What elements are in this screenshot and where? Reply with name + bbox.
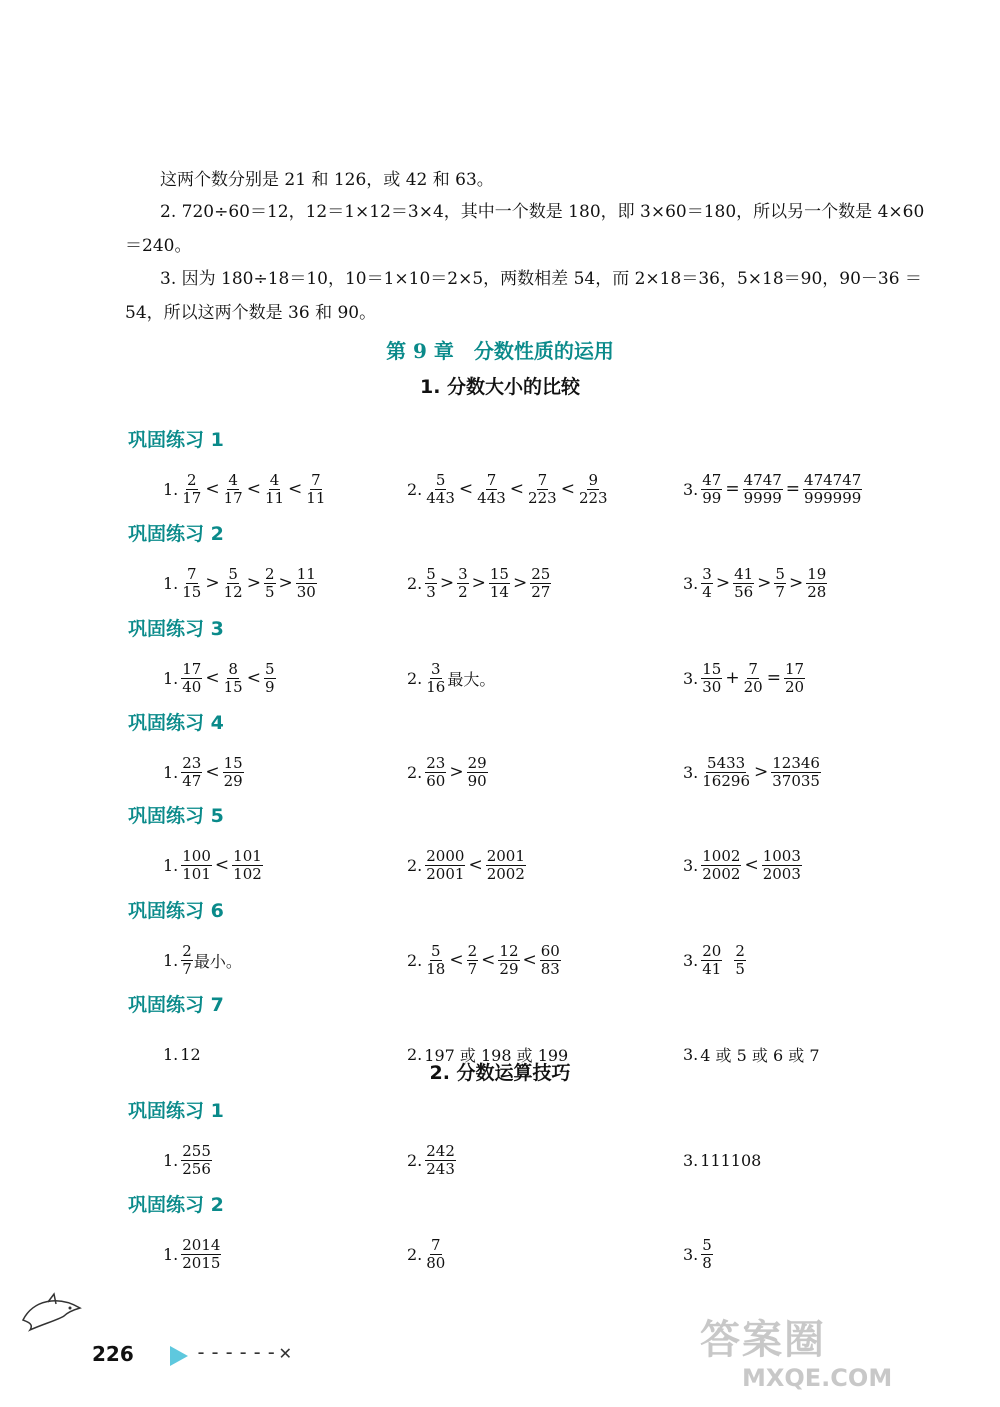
- paragraph-2-text: 2. 720÷60＝12，12＝1×12＝3×4，其中一个数是 180，即 3×60＝180，所以另一个数是 4×60＝240。: [125, 202, 925, 256]
- numerator: 5: [228, 564, 238, 583]
- fraction: [476, 472, 507, 507]
- denominator: 102: [233, 864, 262, 883]
- answer-item: [407, 1232, 447, 1276]
- operator: =: [766, 668, 781, 688]
- answer-label: 2.: [407, 573, 423, 593]
- answer-label: 2.: [407, 1044, 423, 1064]
- answer-label: 3.: [683, 479, 699, 499]
- answer-item: [683, 938, 747, 982]
- section-title: 1. 分数大小的比较: [419, 376, 581, 398]
- answer-label: 3.: [683, 1244, 699, 1264]
- fraction: [774, 566, 786, 601]
- denominator: 30: [702, 677, 722, 696]
- denominator: 443: [426, 488, 455, 507]
- operator: <: [468, 855, 483, 875]
- answer-item: [683, 561, 828, 605]
- operator: >: [278, 573, 293, 593]
- operator: <: [522, 950, 537, 970]
- operator: <: [744, 855, 759, 875]
- paragraph-1: 这两个数分别是 21 和 126，或 42 和 63。: [160, 170, 494, 190]
- fraction: [181, 848, 212, 883]
- fraction: [181, 661, 202, 696]
- numerator: 101: [233, 846, 262, 865]
- answer-label: 3.: [683, 573, 699, 593]
- exercise-heading: 巩固练习 7: [128, 994, 224, 1016]
- denominator: 16296: [702, 771, 750, 790]
- dolphin-logo: [18, 1290, 88, 1344]
- numerator: 7: [537, 470, 548, 489]
- operator: =: [785, 479, 801, 499]
- answer-label: 2.: [407, 1244, 423, 1264]
- operator: >: [788, 573, 804, 593]
- denominator: 11: [306, 488, 326, 507]
- answer-item: [163, 938, 242, 982]
- numerator: 7: [311, 470, 321, 489]
- operator: <: [560, 479, 575, 499]
- numerator: 7: [187, 564, 197, 583]
- numerator: 60: [540, 941, 560, 960]
- answer-item: [163, 1232, 222, 1276]
- fraction: [771, 755, 821, 790]
- answer-row: [0, 750, 1000, 794]
- answer-item: [683, 1138, 761, 1182]
- fraction: [425, 1237, 446, 1272]
- answer-label: 1.: [163, 668, 179, 688]
- denominator: 41: [702, 959, 722, 978]
- denominator: 2015: [182, 1253, 221, 1272]
- denominator: 30: [296, 582, 316, 601]
- answer-item: [163, 843, 264, 887]
- denominator: 223: [578, 488, 608, 507]
- denominator: 80: [426, 1253, 446, 1272]
- answer-item: [163, 467, 327, 511]
- answer-item: [683, 843, 803, 887]
- answer-label: 3.: [683, 1044, 699, 1064]
- numerator: 2: [182, 941, 192, 960]
- numerator: 5: [426, 564, 436, 583]
- fraction: [232, 848, 263, 883]
- answer-item: [407, 750, 489, 794]
- numerator: 255: [182, 1141, 211, 1160]
- operator: >: [449, 762, 464, 782]
- denominator: 60: [426, 771, 446, 790]
- operator: <: [288, 479, 303, 499]
- answer-label: 2.: [407, 668, 423, 688]
- fraction: [425, 472, 456, 507]
- numerator: 2001: [486, 846, 525, 865]
- section-title: 2. 分数运算技巧: [429, 1062, 571, 1084]
- denominator: 999999: [804, 488, 862, 507]
- operator: +: [725, 668, 740, 688]
- denominator: 20: [784, 677, 805, 696]
- numerator: 3: [458, 564, 468, 583]
- fraction: [701, 566, 713, 601]
- denominator: 2001: [426, 864, 465, 883]
- numerator: 4: [228, 470, 238, 489]
- answer-label: 2.: [407, 855, 423, 875]
- answer-row: [0, 467, 1000, 511]
- answer-label: 1.: [163, 1244, 179, 1264]
- fraction: [701, 1237, 713, 1272]
- answer-item: [163, 1138, 213, 1182]
- fraction: [181, 1143, 212, 1178]
- denominator: 14: [489, 582, 509, 601]
- answer-text: 12: [180, 1044, 201, 1064]
- operator: <: [509, 479, 525, 499]
- fraction: [425, 1143, 456, 1178]
- numerator: 25: [531, 564, 551, 583]
- operator: >: [205, 573, 220, 593]
- paragraph-3: [125, 262, 930, 330]
- answer-label: 3.: [683, 855, 699, 875]
- answer-label: 2.: [407, 950, 423, 970]
- numerator: 23: [426, 753, 446, 772]
- denominator: 90: [467, 771, 487, 790]
- fraction: [296, 566, 317, 601]
- denominator: 27: [531, 582, 551, 601]
- operator: <: [481, 950, 496, 970]
- numerator: 15: [223, 753, 243, 772]
- answer-item: [163, 561, 318, 605]
- paragraph-2: [125, 195, 930, 263]
- operator: <: [449, 950, 464, 970]
- numerator: 20: [702, 941, 722, 960]
- chapter-title: 第 9 章 分数性质的运用: [386, 339, 614, 363]
- numerator: 100: [182, 846, 211, 865]
- numerator: 2: [467, 941, 478, 960]
- denominator: 8: [702, 1253, 712, 1272]
- answer-item: [407, 656, 495, 700]
- answer-row: [0, 843, 1000, 887]
- denominator: 12: [223, 582, 243, 601]
- denominator: 443: [477, 488, 506, 507]
- numerator: 474747: [804, 470, 862, 489]
- fraction: [701, 943, 722, 978]
- fraction: [425, 755, 446, 790]
- answer-label: 1.: [163, 479, 179, 499]
- numerator: 3: [702, 564, 712, 583]
- numerator: 5433: [707, 753, 746, 772]
- footer-dashes: ------✕: [195, 1340, 294, 1364]
- answer-text: 4 或 5 或 6 或 7: [700, 1045, 820, 1065]
- numerator: 5: [702, 1235, 712, 1254]
- operator: =: [725, 479, 740, 499]
- fraction: [743, 661, 764, 696]
- operator: >: [512, 573, 528, 593]
- watermark-logo: 答案圈: [700, 1317, 826, 1363]
- denominator: 7: [775, 582, 785, 601]
- answer-label: 1.: [163, 762, 179, 782]
- answer-item: [407, 843, 527, 887]
- denominator: 243: [426, 1159, 455, 1178]
- answer-row: [0, 938, 1000, 982]
- answer-label: 1.: [163, 1150, 179, 1170]
- operator: >: [439, 573, 455, 593]
- numerator: 17: [182, 659, 202, 678]
- denominator: 2002: [702, 864, 741, 883]
- numerator: 5: [435, 470, 446, 489]
- denominator: 56: [734, 582, 754, 601]
- answer-row: [0, 1138, 1000, 1182]
- fraction: [181, 472, 202, 507]
- denominator: 256: [182, 1159, 211, 1178]
- numerator: 242: [426, 1141, 455, 1160]
- denominator: 37035: [772, 771, 820, 790]
- answer-label: 2.: [407, 1150, 423, 1170]
- answer-label: 1.: [163, 855, 179, 875]
- numerator: 12: [499, 941, 519, 960]
- answer-label: 1.: [163, 573, 179, 593]
- numerator: 3: [431, 659, 441, 678]
- operator: <: [458, 479, 474, 499]
- answer-item: [407, 938, 562, 982]
- fraction: [527, 472, 558, 507]
- denominator: 7: [182, 959, 192, 978]
- fraction: [264, 566, 276, 601]
- numerator: 5: [264, 659, 275, 678]
- fraction: [181, 1237, 221, 1272]
- numerator: 2: [735, 941, 745, 960]
- numerator: 5: [431, 941, 441, 960]
- answer-row: [0, 561, 1000, 605]
- fraction: [743, 472, 783, 507]
- numerator: 5: [775, 564, 785, 583]
- exercise-heading: 巩固练习 5: [128, 805, 224, 827]
- operator: >: [753, 762, 769, 782]
- fraction: [734, 943, 746, 978]
- exercise-heading: 巩固练习 1: [128, 429, 224, 451]
- fraction: [264, 661, 276, 696]
- fraction: [223, 661, 244, 696]
- denominator: 28: [807, 582, 827, 601]
- answer-item: [163, 656, 277, 700]
- answer-item: [683, 656, 806, 700]
- operator: <: [214, 855, 230, 875]
- answer-row: [0, 1232, 1000, 1276]
- denominator: 83: [540, 959, 560, 978]
- fraction: [457, 566, 469, 601]
- fraction: [540, 943, 561, 978]
- operator: <: [246, 479, 261, 499]
- fraction: [467, 755, 488, 790]
- operator: >: [246, 573, 261, 593]
- denominator: 101: [182, 864, 211, 883]
- fraction: [701, 472, 722, 507]
- watermark-url: MXQE.COM: [742, 1364, 893, 1392]
- denominator: 16: [426, 677, 446, 696]
- answer-text: 111108: [700, 1150, 762, 1170]
- numerator: 47: [702, 470, 722, 489]
- fraction: [223, 472, 244, 507]
- answer-item: [407, 1138, 457, 1182]
- denominator: 99: [702, 488, 722, 507]
- fraction: [425, 848, 465, 883]
- numerator: 9: [588, 470, 599, 489]
- fraction: [733, 566, 754, 601]
- exercise-heading: 巩固练习 4: [128, 712, 224, 734]
- fraction: [425, 566, 437, 601]
- answer-label: 1.: [163, 950, 179, 970]
- fraction: [803, 472, 862, 507]
- denominator: 15: [182, 582, 202, 601]
- answer-item: [683, 467, 863, 511]
- numerator: 12346: [772, 753, 820, 772]
- numerator: 4: [269, 470, 280, 489]
- numerator: 41: [734, 564, 754, 583]
- numerator: 1002: [702, 846, 741, 865]
- fraction: [489, 566, 510, 601]
- fraction: [223, 755, 244, 790]
- fraction: [486, 848, 526, 883]
- fraction: [530, 566, 551, 601]
- fraction: [467, 943, 479, 978]
- answer-text: 最大。: [447, 669, 496, 689]
- numerator: 7: [431, 1235, 441, 1254]
- fraction: [305, 472, 326, 507]
- denominator: 2002: [486, 864, 525, 883]
- fraction: [181, 755, 202, 790]
- fraction: [578, 472, 609, 507]
- answer-item: [407, 561, 552, 605]
- denominator: 11: [264, 488, 285, 507]
- numerator: 29: [467, 753, 487, 772]
- fraction: [181, 566, 202, 601]
- operator: >: [757, 573, 772, 593]
- denominator: 29: [223, 771, 243, 790]
- denominator: 5: [735, 959, 745, 978]
- numerator: 23: [182, 753, 202, 772]
- numerator: 15: [702, 659, 722, 678]
- denominator: 2003: [762, 864, 801, 883]
- operator: <: [205, 762, 220, 782]
- denominator: 9999: [743, 488, 782, 507]
- fraction: [762, 848, 802, 883]
- operator: >: [715, 573, 731, 593]
- denominator: 223: [528, 488, 557, 507]
- answer-text: 197 或 198 或 199: [424, 1045, 569, 1065]
- answer-text: 最小。: [193, 951, 242, 971]
- numerator: 2000: [426, 846, 465, 865]
- numerator: 7: [748, 659, 758, 678]
- answer-label: 2.: [407, 762, 423, 782]
- denominator: 4: [702, 582, 712, 601]
- fraction: [806, 566, 827, 601]
- numerator: 1003: [762, 846, 801, 865]
- paragraph-3-text: 3. 因为 180÷18＝10，10＝1×10＝2×5，两数相差 54，而 2×18＝36，5×18＝90，90－36 ＝54，所以这两个数是 36 和 90。: [125, 269, 922, 323]
- fraction: [701, 661, 722, 696]
- denominator: 9: [264, 677, 275, 696]
- operator: <: [246, 668, 261, 688]
- answer-label: 3.: [683, 762, 699, 782]
- exercise-heading: 巩固练习 3: [128, 618, 224, 640]
- numerator: 17: [784, 659, 805, 678]
- denominator: 18: [426, 959, 446, 978]
- denominator: 2: [458, 582, 468, 601]
- denominator: 5: [264, 582, 275, 601]
- numerator: 2: [264, 564, 275, 583]
- fraction: [181, 943, 193, 978]
- fraction: [223, 566, 244, 601]
- answer-label: 3.: [683, 950, 699, 970]
- arrow-icon: [170, 1346, 188, 1366]
- fraction: [784, 661, 805, 696]
- denominator: 20: [743, 677, 763, 696]
- denominator: 17: [223, 488, 243, 507]
- fraction: [498, 943, 519, 978]
- fraction: [425, 943, 446, 978]
- numerator: 4747: [743, 470, 782, 489]
- numerator: 19: [807, 564, 827, 583]
- exercise-heading: 巩固练习 2: [128, 523, 224, 545]
- answer-item: [683, 750, 822, 794]
- fraction: [264, 472, 285, 507]
- denominator: 40: [182, 677, 202, 696]
- numerator: 2014: [182, 1235, 221, 1254]
- numerator: 7: [486, 470, 497, 489]
- fraction: [701, 755, 751, 790]
- numerator: 8: [228, 659, 238, 678]
- operator: <: [205, 668, 220, 688]
- numerator: 11: [296, 564, 316, 583]
- numerator: 2: [187, 470, 197, 489]
- numerator: 15: [489, 564, 509, 583]
- answer-item: [163, 750, 245, 794]
- denominator: 17: [182, 488, 202, 507]
- fraction: [701, 848, 741, 883]
- answer-label: 3.: [683, 1150, 699, 1170]
- exercise-heading: 巩固练习 2: [128, 1194, 224, 1216]
- denominator: 3: [426, 582, 436, 601]
- answer-label: 3.: [683, 668, 699, 688]
- page-number: 226: [92, 1342, 134, 1366]
- denominator: 47: [182, 771, 202, 790]
- answer-item: [683, 1232, 714, 1276]
- operator: <: [205, 479, 220, 499]
- operator: >: [471, 573, 486, 593]
- denominator: 15: [223, 677, 243, 696]
- answer-item: [407, 467, 610, 511]
- fraction: [425, 661, 446, 696]
- denominator: 29: [499, 959, 519, 978]
- answer-label: 2.: [407, 479, 423, 499]
- exercise-heading: 巩固练习 1: [128, 1100, 224, 1122]
- answer-label: 1.: [163, 1044, 179, 1064]
- denominator: 7: [467, 959, 478, 978]
- exercise-heading: 巩固练习 6: [128, 900, 224, 922]
- answer-row: [0, 656, 1000, 700]
